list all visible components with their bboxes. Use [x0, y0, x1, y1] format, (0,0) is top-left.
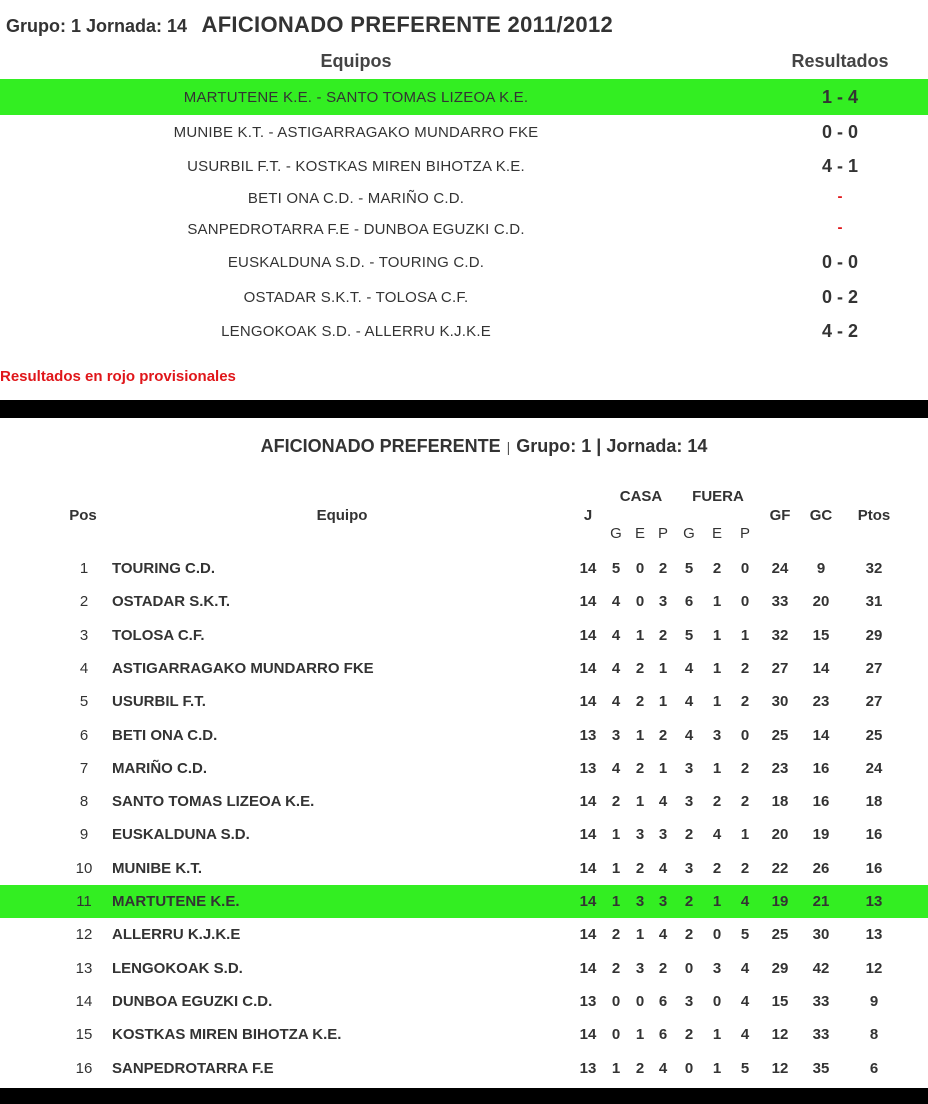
away-drawn: 1 — [712, 1059, 722, 1077]
away-won: 0 — [684, 959, 694, 977]
home-won: 1 — [611, 893, 621, 910]
standings-separator: | — [506, 439, 511, 455]
match-teams: SANPEDROTARRA F.E - DUNBOA EGUZKI C.D. — [187, 221, 525, 238]
home-lost: 2 — [658, 626, 668, 644]
points: 25 — [865, 726, 883, 744]
team-name: SANTO TOMAS LIZEOA K.E. — [112, 793, 315, 811]
provisional-note: Resultados en rojo provisionales — [0, 368, 236, 385]
position: 12 — [75, 926, 93, 944]
home-won: 4 — [611, 659, 621, 677]
goals-for: 23 — [771, 759, 789, 777]
played: 14 — [579, 560, 597, 577]
home-won: 3 — [611, 726, 621, 744]
home-won: 1 — [611, 1059, 621, 1077]
standings-subtitle: Grupo: 1 | Jornada: 14 — [516, 436, 708, 456]
table-row — [0, 585, 928, 618]
team-name: LENGOKOAK S.D. — [112, 959, 243, 977]
home-won: 4 — [611, 626, 621, 644]
home-won: 4 — [611, 759, 621, 777]
home-drawn: 3 — [635, 959, 645, 977]
team-name: MUNIBE K.T. — [112, 859, 202, 877]
home-lost: 4 — [658, 926, 668, 944]
match-row — [0, 214, 928, 245]
col-fuera: FUERA — [692, 488, 744, 505]
home-drawn: 2 — [635, 659, 645, 677]
home-lost: 3 — [658, 893, 668, 910]
played: 14 — [579, 859, 597, 877]
team-name: USURBIL F.T. — [112, 693, 206, 711]
points: 16 — [865, 826, 883, 844]
table-row — [0, 752, 928, 785]
home-drawn: 1 — [635, 793, 645, 811]
played: 14 — [579, 926, 597, 944]
goals-for: 25 — [771, 926, 789, 944]
match-score: 4 - 2 — [821, 321, 859, 341]
away-lost: 2 — [740, 759, 750, 777]
away-lost: 2 — [740, 659, 750, 677]
page-title — [6, 12, 613, 38]
team-name: DUNBOA EGUZKI C.D. — [112, 992, 273, 1010]
team-name: SANPEDROTARRA F.E — [112, 1059, 274, 1077]
played: 14 — [579, 693, 597, 711]
points: 27 — [865, 693, 883, 711]
match-row — [0, 183, 928, 214]
points: 29 — [865, 626, 883, 644]
goals-against: 21 — [812, 893, 830, 910]
goals-for: 12 — [771, 1059, 789, 1077]
position: 10 — [75, 859, 93, 877]
home-drawn: 2 — [635, 693, 645, 711]
col-fuera-e: E — [711, 525, 722, 542]
results-teams-header: Equipos — [320, 51, 392, 71]
position: 15 — [75, 1026, 93, 1044]
standings-competition: AFICIONADO PREFERENTE — [260, 436, 501, 456]
match-score: 1 - 4 — [821, 87, 859, 107]
goals-for: 24 — [771, 560, 789, 577]
col-casa: CASA — [619, 488, 663, 505]
away-lost: 5 — [740, 1059, 750, 1077]
match-row — [0, 79, 928, 115]
col-gf: GF — [769, 507, 791, 524]
away-lost: 0 — [740, 560, 750, 577]
match-score: 0 - 2 — [821, 287, 859, 307]
away-drawn: 1 — [712, 759, 722, 777]
away-drawn: 1 — [712, 659, 722, 677]
match-row — [0, 245, 928, 280]
position: 5 — [79, 693, 89, 711]
home-won: 1 — [611, 826, 621, 844]
table-row — [0, 719, 928, 752]
home-drawn: 0 — [635, 560, 645, 577]
home-won: 2 — [611, 793, 621, 811]
team-name: EUSKALDUNA S.D. — [112, 826, 250, 844]
team-name: MARIÑO C.D. — [112, 759, 207, 777]
table-row — [0, 918, 928, 951]
home-won: 1 — [611, 859, 621, 877]
goals-against: 35 — [812, 1059, 830, 1077]
played: 14 — [579, 826, 597, 844]
goals-against: 33 — [812, 1026, 830, 1044]
points: 18 — [865, 793, 883, 811]
team-name: OSTADAR S.K.T. — [112, 593, 231, 611]
home-lost: 4 — [658, 793, 668, 811]
match-teams: LENGOKOAK S.D. - ALLERRU K.J.K.E — [221, 323, 491, 340]
position: 1 — [79, 560, 89, 577]
table-row — [0, 1052, 928, 1085]
match-score: - — [837, 188, 843, 205]
away-drawn: 1 — [712, 626, 722, 644]
goals-against: 23 — [812, 693, 830, 711]
home-won: 4 — [611, 693, 621, 711]
away-won: 3 — [684, 992, 694, 1010]
home-lost: 1 — [658, 659, 668, 677]
home-drawn: 0 — [635, 992, 645, 1010]
team-name: TOLOSA C.F. — [112, 626, 205, 644]
position: 13 — [75, 959, 93, 977]
home-drawn: 2 — [635, 859, 645, 877]
col-casa-g: G — [610, 525, 622, 542]
home-drawn: 1 — [635, 926, 645, 944]
played: 14 — [579, 659, 597, 677]
played: 13 — [579, 992, 597, 1010]
match-score: 4 - 1 — [821, 156, 859, 176]
played: 14 — [579, 626, 597, 644]
match-teams: OSTADAR S.K.T. - TOLOSA C.F. — [243, 289, 469, 306]
away-drawn: 0 — [712, 926, 722, 944]
away-drawn: 1 — [712, 593, 722, 611]
away-lost: 4 — [740, 959, 750, 977]
away-lost: 4 — [740, 1026, 750, 1044]
home-lost: 6 — [658, 992, 668, 1010]
goals-for: 27 — [771, 659, 789, 677]
goals-against: 30 — [812, 926, 830, 944]
away-won: 5 — [684, 560, 694, 577]
away-won: 0 — [684, 1059, 694, 1077]
team-name: KOSTKAS MIREN BIHOTZA K.E. — [112, 1026, 342, 1044]
home-won: 2 — [611, 959, 621, 977]
position: 6 — [79, 726, 89, 744]
played: 14 — [579, 893, 597, 910]
away-won: 4 — [684, 726, 694, 744]
away-won: 2 — [684, 893, 694, 910]
col-j: J — [583, 507, 593, 524]
standings-title — [0, 436, 928, 457]
goals-for: 20 — [771, 826, 789, 844]
table-row — [0, 885, 928, 918]
home-won: 4 — [611, 593, 621, 611]
group-round-label: Grupo: 1 Jornada: 14 — [6, 16, 188, 36]
away-lost: 1 — [740, 826, 750, 844]
home-lost: 4 — [658, 1059, 668, 1077]
home-lost: 3 — [658, 826, 668, 844]
points: 31 — [865, 593, 883, 611]
away-lost: 2 — [740, 793, 750, 811]
home-lost: 2 — [658, 959, 668, 977]
points: 13 — [865, 926, 883, 944]
match-row — [0, 149, 928, 183]
away-drawn: 2 — [712, 859, 722, 877]
goals-for: 19 — [771, 893, 789, 910]
away-won: 5 — [684, 626, 694, 644]
home-drawn: 3 — [635, 893, 645, 910]
home-lost: 3 — [658, 593, 668, 611]
points: 24 — [865, 759, 883, 777]
match-score: 0 - 0 — [821, 252, 859, 272]
team-name: ASTIGARRAGAKO MUNDARRO FKE — [112, 659, 374, 677]
table-row — [0, 685, 928, 718]
goals-against: 42 — [812, 959, 830, 977]
match-teams: EUSKALDUNA S.D. - TOURING C.D. — [227, 254, 485, 271]
team-name: MARTUTENE K.E. — [112, 893, 240, 910]
home-drawn: 2 — [635, 1059, 645, 1077]
competition-title: AFICIONADO PREFERENTE 2011/2012 — [201, 12, 614, 37]
points: 13 — [865, 893, 883, 910]
goals-against: 19 — [812, 826, 830, 844]
home-won: 2 — [611, 926, 621, 944]
position: 14 — [75, 992, 93, 1010]
away-lost: 2 — [740, 693, 750, 711]
home-lost: 1 — [658, 693, 668, 711]
away-drawn: 3 — [712, 959, 722, 977]
played: 13 — [579, 726, 597, 744]
col-casa-e: E — [634, 525, 645, 542]
away-lost: 0 — [740, 593, 750, 611]
points: 27 — [865, 659, 883, 677]
away-drawn: 1 — [712, 1026, 722, 1044]
table-row — [0, 818, 928, 851]
away-lost: 2 — [740, 859, 750, 877]
goals-against: 14 — [812, 726, 830, 744]
home-lost: 2 — [658, 726, 668, 744]
position: 16 — [75, 1059, 93, 1077]
away-won: 3 — [684, 859, 694, 877]
position: 9 — [79, 826, 89, 844]
position: 2 — [79, 593, 89, 611]
points: 8 — [869, 1026, 879, 1044]
goals-against: 9 — [816, 560, 826, 577]
goals-against: 26 — [812, 859, 830, 877]
played: 14 — [579, 1026, 597, 1044]
away-drawn: 3 — [712, 726, 722, 744]
goals-against: 16 — [812, 793, 830, 811]
position: 4 — [79, 659, 89, 677]
table-row — [0, 552, 928, 585]
col-pos: Pos — [69, 507, 97, 524]
col-gc: GC — [809, 507, 833, 524]
goals-against: 20 — [812, 593, 830, 611]
match-row — [0, 314, 928, 348]
table-row — [0, 785, 928, 818]
away-won: 4 — [684, 693, 694, 711]
home-won: 5 — [611, 560, 621, 577]
goals-for: 29 — [771, 959, 789, 977]
home-lost: 4 — [658, 859, 668, 877]
points: 16 — [865, 859, 883, 877]
home-drawn: 1 — [635, 1026, 645, 1044]
bottom-bar — [0, 1088, 928, 1104]
goals-against: 16 — [812, 759, 830, 777]
table-row — [0, 952, 928, 985]
played: 14 — [579, 593, 597, 611]
table-row — [0, 1018, 928, 1051]
away-drawn: 2 — [712, 560, 722, 577]
match-teams: USURBIL F.T. - KOSTKAS MIREN BIHOTZA K.E. — [187, 158, 525, 175]
away-lost: 4 — [740, 992, 750, 1010]
goals-for: 18 — [771, 793, 789, 811]
away-won: 6 — [684, 593, 694, 611]
section-divider — [0, 400, 928, 418]
home-lost: 1 — [658, 759, 668, 777]
table-row — [0, 985, 928, 1018]
col-casa-p: P — [657, 525, 668, 542]
away-drawn: 1 — [712, 693, 722, 711]
col-pts: Ptos — [857, 507, 891, 524]
goals-against: 14 — [812, 659, 830, 677]
away-won: 2 — [684, 1026, 694, 1044]
match-teams: BETI ONA C.D. - MARIÑO C.D. — [247, 190, 465, 207]
match-score: - — [837, 219, 843, 236]
position: 11 — [76, 893, 92, 910]
away-lost: 5 — [740, 926, 750, 944]
away-lost: 0 — [740, 726, 750, 744]
goals-for: 12 — [771, 1026, 789, 1044]
goals-for: 33 — [771, 593, 789, 611]
played: 13 — [579, 759, 597, 777]
played: 14 — [579, 959, 597, 977]
position: 3 — [79, 626, 89, 644]
match-score: 0 - 0 — [821, 122, 859, 142]
match-teams: MARTUTENE K.E. - SANTO TOMAS LIZEOA K.E. — [183, 89, 529, 106]
away-drawn: 1 — [712, 893, 722, 910]
goals-for: 15 — [771, 992, 789, 1010]
away-drawn: 4 — [712, 826, 722, 844]
goals-against: 33 — [812, 992, 830, 1010]
col-fuera-p: P — [739, 525, 750, 542]
team-name: TOURING C.D. — [112, 560, 216, 577]
col-team: Equipo — [316, 507, 368, 524]
home-drawn: 1 — [635, 726, 645, 744]
away-drawn: 0 — [712, 992, 722, 1010]
goals-for: 30 — [771, 693, 789, 711]
table-row — [0, 652, 928, 685]
away-lost: 4 — [740, 893, 750, 910]
goals-against: 15 — [812, 626, 830, 644]
position: 8 — [79, 793, 89, 811]
results-score-header: Resultados — [791, 51, 889, 71]
away-won: 2 — [684, 926, 694, 944]
match-row — [0, 280, 928, 314]
match-teams: MUNIBE K.T. - ASTIGARRAGAKO MUNDARRO FKE — [173, 124, 539, 141]
away-won: 3 — [684, 793, 694, 811]
home-lost: 6 — [658, 1026, 668, 1044]
away-lost: 1 — [740, 626, 750, 644]
points: 32 — [865, 560, 883, 577]
away-won: 3 — [684, 759, 694, 777]
home-won: 0 — [611, 1026, 621, 1044]
home-drawn: 0 — [635, 593, 645, 611]
points: 9 — [869, 992, 879, 1010]
home-won: 0 — [611, 992, 621, 1010]
away-won: 2 — [684, 826, 694, 844]
points: 6 — [869, 1059, 879, 1077]
points: 12 — [865, 959, 883, 977]
goals-for: 32 — [771, 626, 789, 644]
goals-for: 25 — [771, 726, 789, 744]
played: 14 — [579, 793, 597, 811]
home-lost: 2 — [658, 560, 668, 577]
home-drawn: 1 — [635, 626, 645, 644]
team-name: BETI ONA C.D. — [112, 726, 218, 744]
away-drawn: 2 — [712, 793, 722, 811]
table-row — [0, 619, 928, 652]
position: 7 — [79, 759, 89, 777]
home-drawn: 2 — [635, 759, 645, 777]
match-row — [0, 115, 928, 149]
played: 13 — [579, 1059, 597, 1077]
away-won: 4 — [684, 659, 694, 677]
col-fuera-g: G — [683, 525, 695, 542]
goals-for: 22 — [771, 859, 789, 877]
team-name: ALLERRU K.J.K.E — [112, 926, 241, 944]
table-row — [0, 852, 928, 885]
home-drawn: 3 — [635, 826, 645, 844]
